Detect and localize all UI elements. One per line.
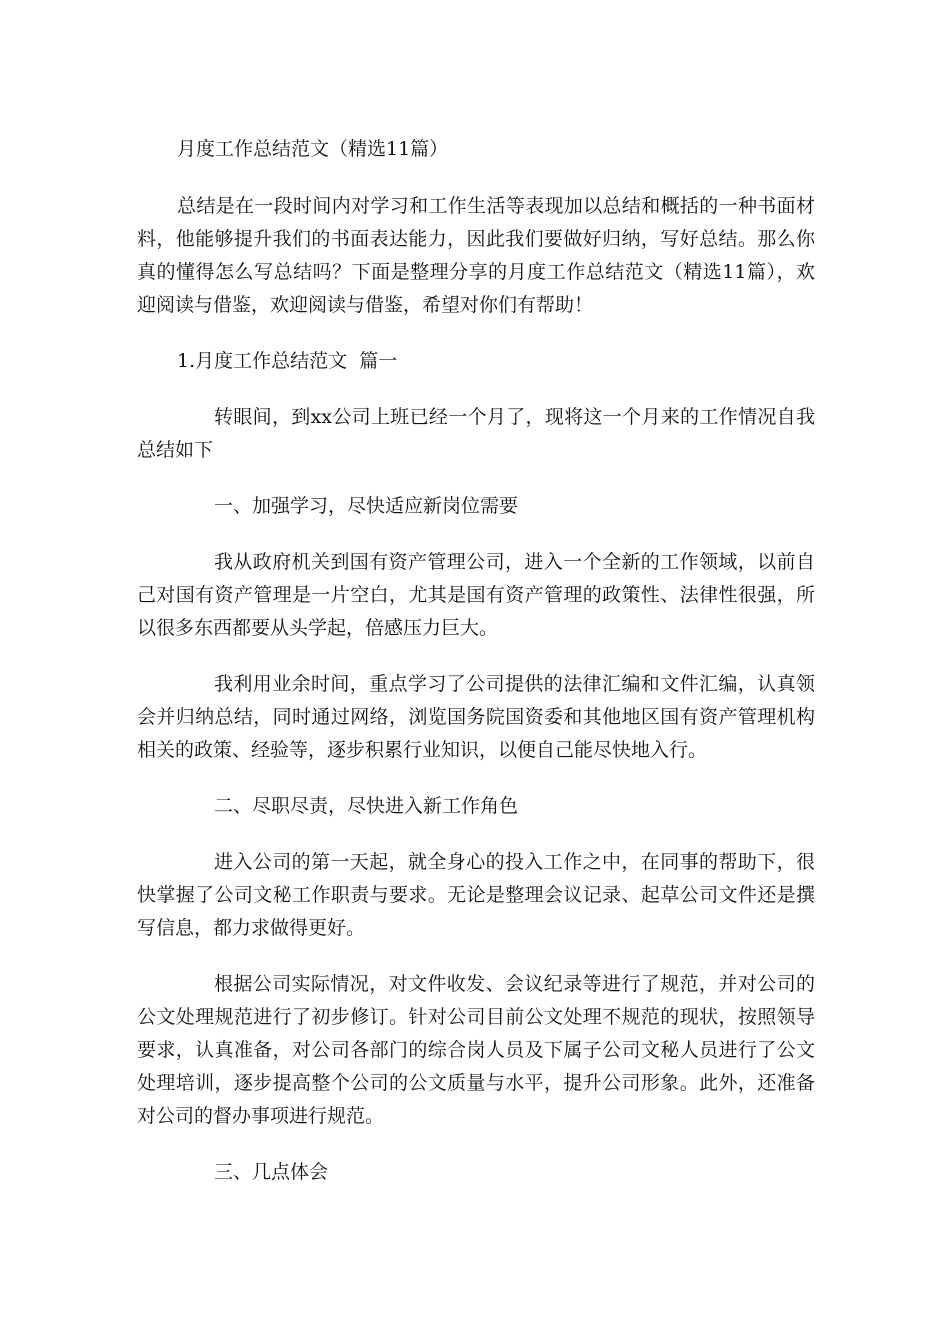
paragraph-4-line-3: 写信息，都力求做得更好。 <box>137 917 366 939</box>
paragraph-2-line-2: 己对国有资产管理是一片空白，尤其是国有资产管理的政策性、法律性很强，所 <box>137 584 815 606</box>
paragraph-1-line-2: 总结如下 <box>137 439 214 461</box>
subheading-3: 三、几点体会 <box>214 1161 329 1183</box>
subheading-1: 一、加强学习，尽快适应新岗位需要 <box>214 495 519 517</box>
paragraph-5-line-3: 要求，认真准备，对公司各部门的综合岗人员及下属子公司文秘人员进行了公文 <box>137 1039 815 1061</box>
intro-line-4: 迎阅读与借鉴，欢迎阅读与借鉴，希望对你们有帮助！ <box>137 294 594 316</box>
intro-line-3: 真的懂得怎么写总结吗？下面是整理分享的月度工作总结范文（精选11篇），欢 <box>137 261 815 283</box>
document-title: 月度工作总结范文（精选11篇） <box>177 138 449 160</box>
paragraph-2-line-1: 我从政府机关到国有资产管理公司，进入一个全新的工作领域，以前自 <box>214 551 815 573</box>
intro-line-1: 总结是在一段时间内对学习和工作生活等表现加以总结和概括的一种书面材 <box>177 195 815 217</box>
paragraph-5-line-4: 处理培训，逐步提高整个公司的公文质量与水平，提升公司形象。此外，还准备 <box>137 1072 815 1094</box>
paragraph-5-line-2: 公文处理规范进行了初步修订。针对公司目前公文处理不规范的现状，按照领导 <box>137 1006 815 1028</box>
paragraph-5-line-1: 根据公司实际情况，对文件收发、会议纪录等进行了规范，并对公司的 <box>214 973 815 995</box>
paragraph-4-line-2: 快掌握了公司文秘工作职责与要求。无论是整理会议记录、起草公司文件还是撰 <box>137 884 815 906</box>
paragraph-1-line-1: 转眼间，到xx公司上班已经一个月了，现将这一个月来的工作情况自我 <box>214 406 815 428</box>
paragraph-3-line-1: 我利用业余时间，重点学习了公司提供的法律汇编和文件汇编，认真领 <box>214 673 815 695</box>
intro-line-2: 料，他能够提升我们的书面表达能力，因此我们要做好归纳，写好总结。那么你 <box>137 228 815 250</box>
subheading-2: 二、尽职尽责，尽快进入新工作角色 <box>214 795 519 817</box>
paragraph-2-line-3: 以很多东西都要从头学起，倍感压力巨大。 <box>137 617 499 639</box>
paragraph-3-line-3: 相关的政策、经验等，逐步积累行业知识，以便自己能尽快地入行。 <box>137 739 708 761</box>
paragraph-5-line-5: 对公司的督办事项进行规范。 <box>137 1105 385 1127</box>
paragraph-4-line-1: 进入公司的第一天起，就全身心的投入工作之中，在同事的帮助下，很 <box>214 851 815 873</box>
section-heading: 1.月度工作总结范文 篇一 <box>177 350 398 372</box>
paragraph-3-line-2: 会并归纳总结，同时通过网络，浏览国务院国资委和其他地区国有资产管理机构 <box>137 706 815 728</box>
